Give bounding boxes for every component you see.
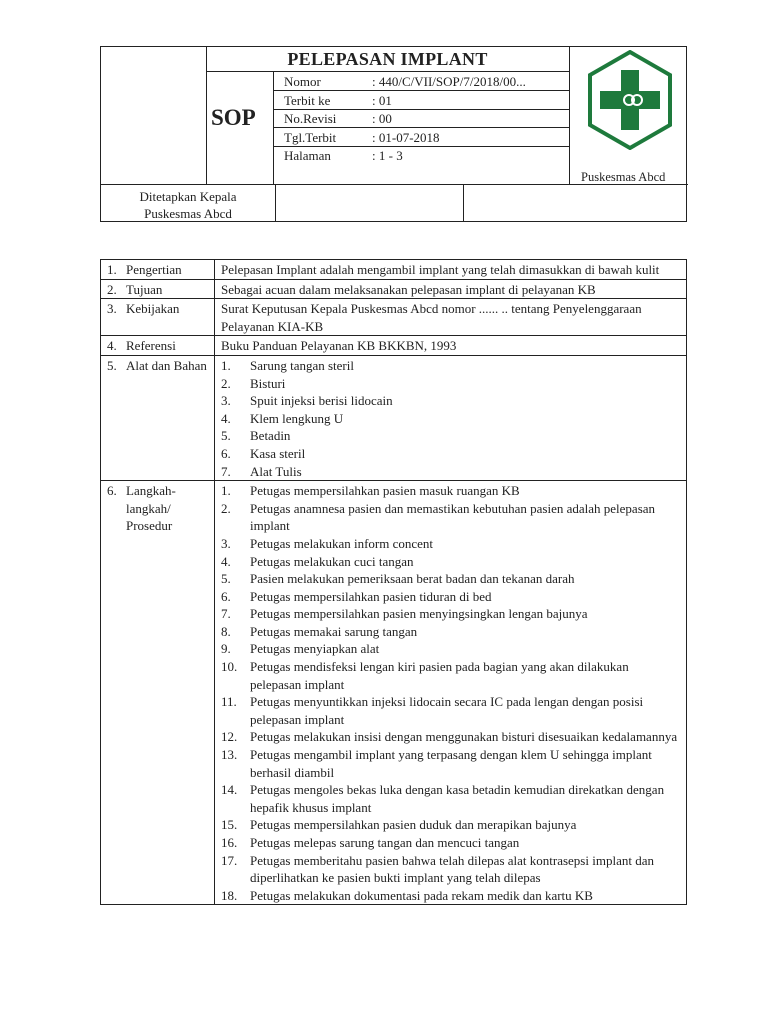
meta-value-nomor: : 440/C/VII/SOP/7/2018/00... — [372, 74, 526, 89]
section-content — [215, 355, 687, 480]
list-item — [221, 605, 681, 623]
sop-content-table — [100, 259, 687, 905]
list-item-number: 4. — [221, 410, 231, 426]
list-item-text: Petugas melakukan cuci tangan — [250, 553, 414, 569]
list-item-number: 7. — [221, 463, 231, 479]
list-item-number: 8. — [221, 623, 231, 639]
list-item-text: Spuit injeksi berisi lidocain — [250, 393, 393, 409]
list-item — [221, 463, 681, 481]
list-item — [221, 445, 681, 463]
meta-value-halaman: : 1 - 3 — [372, 148, 403, 163]
section-content: Sebagai acuan dalam melaksanakan pelepasan implant di pelayanan KB — [215, 279, 687, 299]
list-item-text: Petugas mengambil implant yang terpasang dengan klem U sehingga implant berhasil diambil — [250, 747, 652, 780]
list-item — [221, 728, 681, 746]
sop-header — [100, 46, 687, 222]
list-item-number: 17. — [221, 852, 238, 868]
section-content: Buku Panduan Pelayanan KB BKKBN, 1993 — [215, 336, 687, 356]
list-item — [221, 410, 681, 428]
list-item-text: Petugas melakukan inform concent — [250, 535, 434, 551]
list-item-number: 9. — [221, 641, 231, 657]
divider — [275, 184, 276, 222]
list-item-number: 6. — [221, 588, 231, 604]
puskesmas-logo-icon — [586, 50, 674, 150]
list-item — [221, 658, 681, 693]
list-item-number: 3. — [221, 535, 231, 551]
equipment-list — [221, 357, 681, 480]
list-item — [221, 482, 681, 500]
list-item-text: Petugas mengoles bekas luka dengan kasa betadin kemudian direkatkan dengan hepafik khusus implant — [250, 782, 665, 815]
section-content — [215, 481, 687, 905]
table-row — [101, 299, 687, 336]
approval-line-2: Puskesmas Abcd — [144, 206, 232, 221]
list-item — [221, 570, 681, 588]
list-item — [221, 375, 681, 393]
section-label-cell — [101, 481, 215, 905]
list-item — [221, 693, 681, 728]
list-item-text: Petugas mempersilahkan pasien masuk ruangan KB — [250, 483, 520, 499]
list-item-text: Petugas mendisfeksi lengan kiri pasien pada bagian yang akan dilakukan pelepasan implant — [250, 659, 629, 692]
list-item-number: 4. — [221, 553, 231, 569]
list-item — [221, 746, 681, 781]
list-item-text: Klem lengkung U — [250, 410, 344, 426]
section-label: Alat dan Bahan — [126, 357, 207, 373]
section-number: 3. — [107, 301, 117, 317]
meta-value-tgl: : 01-07-2018 — [372, 130, 440, 145]
list-item-number: 10. — [221, 659, 238, 675]
table-row — [101, 260, 687, 280]
list-item — [221, 834, 681, 852]
list-item — [221, 500, 681, 535]
section-label: Referensi — [126, 338, 176, 354]
meta-value-revisi: : 00 — [372, 111, 392, 126]
section-label: Tujuan — [126, 281, 163, 297]
list-item-number: 5. — [221, 428, 231, 444]
table-row — [101, 355, 687, 480]
list-item-text: Petugas memberitahu pasien bahwa telah dilepas alat kontrasepsi implant dan diperlihatkan ke pasien bukti implant yang telah dilepas — [250, 852, 654, 886]
list-item-text: Kasa steril — [250, 445, 306, 461]
section-label: Langkah-langkah/ Prosedur — [126, 483, 176, 534]
divider — [273, 90, 569, 91]
list-item-text: Petugas memakai sarung tangan — [250, 623, 418, 639]
list-item — [221, 887, 681, 905]
list-item — [221, 588, 681, 606]
section-label-cell — [101, 279, 215, 299]
list-item — [221, 852, 681, 887]
list-item-text: Petugas menyiapkan alat — [250, 641, 380, 657]
list-item — [221, 781, 681, 816]
approval-text — [101, 188, 275, 222]
list-item — [221, 427, 681, 445]
list-item-text: Petugas mempersilahkan pasien tiduran di bed — [250, 588, 492, 604]
divider — [273, 127, 569, 128]
list-item — [221, 357, 681, 375]
logo-caption: Puskesmas Abcd — [581, 170, 666, 184]
section-label: Kebijakan — [126, 301, 180, 317]
divider — [206, 71, 569, 72]
list-item-number: 3. — [221, 393, 231, 409]
section-number: 1. — [107, 262, 117, 277]
list-item-text: Bisturi — [250, 375, 286, 391]
section-label: Pengertian — [126, 262, 182, 277]
list-item-number: 1. — [221, 357, 231, 373]
list-item — [221, 816, 681, 834]
list-item-number: 12. — [221, 729, 238, 745]
meta-value-terbit: : 01 — [372, 93, 392, 108]
meta-key-terbit: Terbit ke — [284, 93, 331, 108]
list-item-text: Pasien melakukan pemeriksaan berat badan dan tekanan darah — [250, 571, 575, 587]
list-item-text: Petugas melepas sarung tangan dan mencuci tangan — [250, 835, 520, 850]
meta-key-nomor: Nomor — [284, 74, 321, 89]
list-item-text: Petugas mempersilahkan pasien duduk dan merapikan bajunya — [250, 817, 577, 833]
sop-label: SOP — [211, 105, 256, 130]
section-number: 5. — [107, 357, 117, 373]
list-item-text: Betadin — [250, 428, 291, 444]
list-item-number: 5. — [221, 571, 231, 587]
table-row — [101, 279, 687, 299]
list-item-number: 11. — [221, 694, 237, 710]
meta-key-halaman: Halaman — [284, 148, 331, 163]
list-item-number: 6. — [221, 445, 231, 461]
table-row — [101, 481, 687, 905]
list-item-number: 1. — [221, 483, 231, 499]
list-item-text: Sarung tangan steril — [250, 357, 354, 373]
approval-line-1: Ditetapkan Kepala — [139, 189, 237, 204]
list-item-number: 14. — [221, 782, 238, 798]
section-label-cell — [101, 355, 215, 480]
list-item-text: Petugas melakukan dokumentasi pada rekam medik dan kartu KB — [250, 887, 593, 903]
list-item-number: 15. — [221, 817, 238, 833]
list-item-number: 13. — [221, 747, 238, 763]
list-item-number: 2. — [221, 500, 231, 516]
list-item-text: Petugas menyuntikkan injeksi lidocain secara IC pada lengan dengan posisi pelepasan implant — [250, 694, 644, 727]
list-item — [221, 392, 681, 410]
meta-key-tgl: Tgl.Terbit — [284, 130, 337, 145]
divider — [569, 47, 570, 184]
meta-key-revisi: No.Revisi — [284, 111, 337, 126]
section-number: 4. — [107, 338, 117, 354]
list-item-text: Petugas anamnesa pasien dan memastikan kebutuhan pasien adalah pelepasan implant — [250, 500, 656, 534]
table-row — [101, 336, 687, 356]
list-item-number: 18. — [221, 887, 238, 903]
list-item-text: Alat Tulis — [250, 463, 302, 479]
list-item — [221, 640, 681, 658]
section-label-cell — [101, 260, 215, 280]
list-item-number: 2. — [221, 375, 231, 391]
list-item — [221, 553, 681, 571]
section-label-cell — [101, 336, 215, 356]
divider — [463, 184, 464, 222]
section-number: 2. — [107, 281, 117, 297]
section-label-cell — [101, 299, 215, 336]
list-item-number: 16. — [221, 835, 238, 850]
list-item — [221, 623, 681, 641]
list-item-text: Petugas mempersilahkan pasien menyingsingkan lengan bajunya — [250, 606, 588, 622]
procedure-list — [221, 482, 681, 904]
list-item — [221, 535, 681, 553]
section-content: Pelepasan Implant adalah mengambil implant yang telah dimasukkan di bawah kulit — [215, 260, 687, 280]
section-content: Surat Keputusan Kepala Puskesmas Abcd nomor ...... .. tentang Penyelenggaraan Pelayanan KIA-KB — [215, 299, 687, 336]
list-item-number: 7. — [221, 606, 231, 622]
list-item-text: Petugas melakukan insisi dengan menggunakan bisturi disesuaikan kedalamannya — [250, 729, 678, 745]
section-number: 6. — [107, 483, 117, 499]
page-title: PELEPASAN IMPLANT — [287, 49, 488, 69]
